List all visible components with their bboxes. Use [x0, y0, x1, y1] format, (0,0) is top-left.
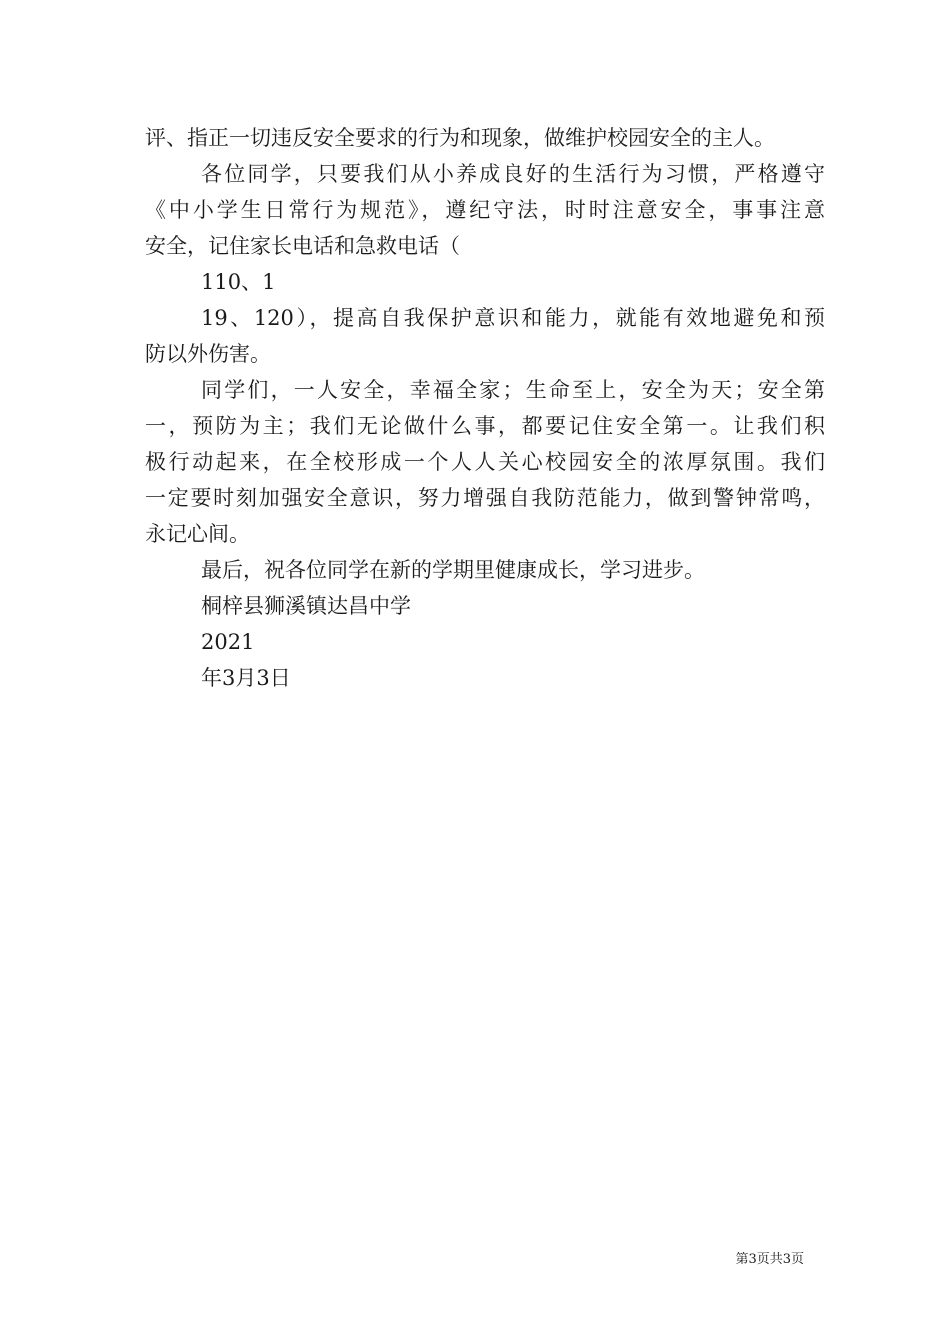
- text-line: 防以外伤害。: [145, 342, 271, 366]
- text-line: 永记心间。: [145, 522, 250, 546]
- text-line: 评、指正一切违反安全要求的行为和现象，做维护校园安全的主人。: [145, 126, 775, 150]
- page-number: 第3页共3页: [735, 1252, 804, 1267]
- signature-year: 2021: [201, 630, 255, 654]
- text-line: 一，预防为主；我们无论做什么事，都要记住安全第一。让我们积: [145, 414, 825, 438]
- text-line: 安全，记住家长电话和急救电话（: [145, 234, 460, 258]
- text-line: 19、120），提高自我保护意识和能力，就能有效地避免和预: [201, 306, 825, 330]
- document-body: [145, 120, 825, 696]
- text-line: 同学们，一人安全，幸福全家；生命至上，安全为天；安全第: [201, 378, 825, 402]
- text-line: 最后，祝各位同学在新的学期里健康成长，学习进步。: [201, 558, 705, 582]
- signature-school: 桐梓县狮溪镇达昌中学: [201, 594, 411, 618]
- signature-date: 年3月3日: [201, 666, 291, 690]
- text-line: 《中小学生日常行为规范》，遵纪守法，时时注意安全，事事注意: [145, 198, 825, 222]
- text-line: 各位同学，只要我们从小养成良好的生活行为习惯，严格遵守: [201, 162, 825, 186]
- text-line: 极行动起来，在全校形成一个人人关心校园安全的浓厚氛围。我们: [145, 450, 825, 474]
- text-line: 一定要时刻加强安全意识，努力增强自我防范能力，做到警钟常鸣，: [145, 486, 825, 510]
- text-line: 110、1: [201, 270, 276, 294]
